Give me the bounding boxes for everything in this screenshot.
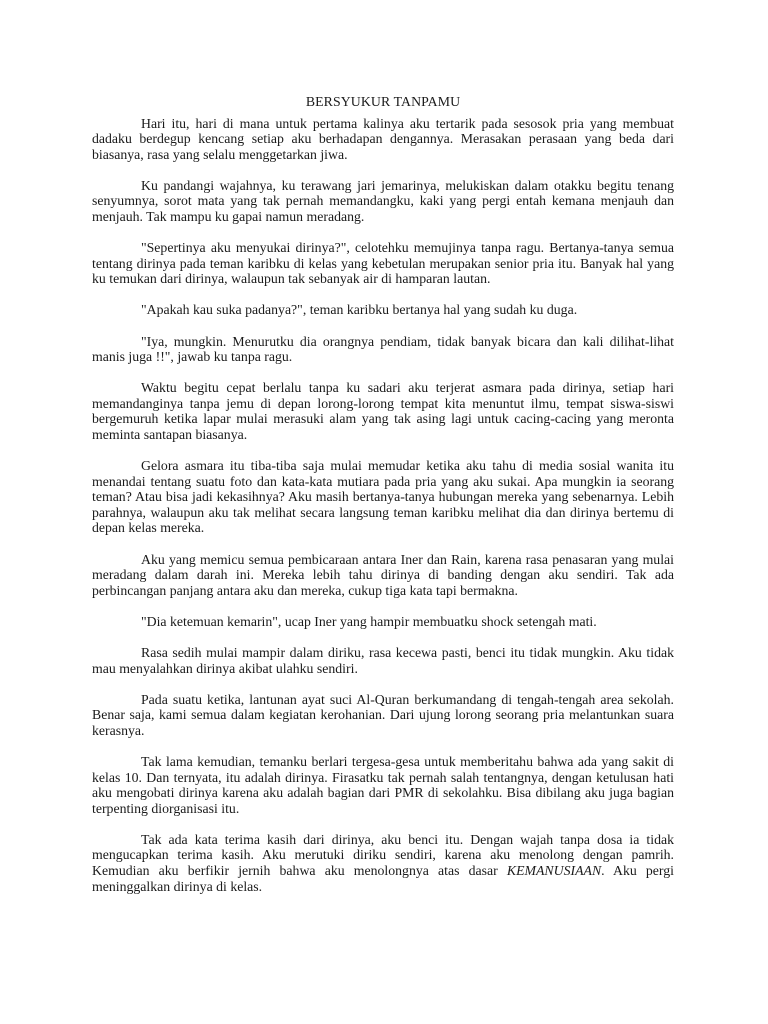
paragraph-10: Rasa sedih mulai mampir dalam diriku, rasa kecewa pasti, benci itu tidak mungkin. Aku tidak mau menyalahkan dirinya akibat ulahku sendiri. bbox=[92, 644, 674, 676]
paragraph-1: Hari itu, hari di mana untuk pertama kalinya aku tertarik pada sesosok pria yang membuat dadaku berdegup kencang setiap aku berhadapan dengannya. Merasakan perasaan yang beda dari biasanya, rasa yang selalu menggetarkan jiwa. bbox=[92, 115, 674, 162]
document-title: BERSYUKUR TANPAMU bbox=[305, 94, 461, 109]
paragraph-6: Waktu begitu cepat berlalu tanpa ku sadari aku terjerat asmara pada dirinya, setiap hari memandanginya tanpa jemu di depan lorong-lorong tempat kita menuntut ilmu, tempat siswa-siswi bergemuruh ketika lapar mulai merasuki alam yang tak asing lagi untuk cacing-cacing yang meronta meminta santapan biasanya. bbox=[92, 380, 674, 442]
paragraph-9: "Dia ketemuan kemarin", ucap Iner yang hampir membuatku shock setengah mati. bbox=[141, 613, 597, 629]
document-body bbox=[92, 94, 674, 894]
paragraph-13-text-start: Tak ada kata terima kasih dari dirinya, aku benci itu. Dengan wajah tanpa dosa ia tidak mengucapkan terima kasih. Aku merutuki diriku sendiri, karena aku menolong dengan pamrih. Kemudian aku berfikir jernih bahwa aku menolongnya atas dasar bbox=[92, 831, 674, 878]
paragraph-8: Aku yang memicu semua pembicaraan antara Iner dan Rain, karena rasa penasaran yang mulai meradang dalam darah ini. Mereka lebih tahu dirinya di banding dengan aku sendiri. Tak ada perbincangan panjang antara aku dan mereka, cukup tiga kata tapi bermakna. bbox=[92, 551, 674, 598]
paragraph-7: Gelora asmara itu tiba-tiba saja mulai memudar ketika aku tahu di media sosial wanita itu menandai tentang suatu foto dan kata-kata mutiara pada pria yang aku sukai. Apa mungkin ia seorang teman? Atau bisa jadi kekasihnya? Aku masih bertanya-tanya hubungan mereka yang sebenarnya. Lebih parahnya, walaupun aku tak melihat secara langsung teman karibku melihat dia dan dirinya bertemu di depan kelas mereka. bbox=[92, 458, 674, 536]
paragraph-2: Ku pandangi wajahnya, ku terawang jari jemarinya, melukiskan dalam otakku begitu tenang senyumnya, sorot mata yang tak pernah memandangku, kaki yang pergi entah kemana menjauh dan menjauh. Tak mampu ku gapai namun meradang. bbox=[92, 177, 674, 225]
paragraph-13-text-end: . Aku pergi meninggalkan dirinya di kelas. bbox=[92, 862, 674, 894]
paragraph-4: "Apakah kau suka padanya?", teman karibku bertanya hal yang sudah ku duga. bbox=[141, 302, 578, 318]
paragraph-13 bbox=[92, 832, 674, 894]
paragraph-5: "Iya, mungkin. Menurutku dia orangnya pendiam, tidak banyak bicara dan kali dilihat-lihat manis juga !!", jawab ku tanpa ragu. bbox=[92, 333, 674, 365]
paragraph-11: Pada suatu ketika, lantunan ayat suci Al-Quran berkumandang di tengah-tengah area sekolah. Benar saja, kami semua dalam kegiatan kerohanian. Dari ujung lorong seorang pria melantunkan suara kerasnya. bbox=[92, 691, 674, 738]
paragraph-13-emphasis: KEMANUSIAAN bbox=[506, 862, 602, 878]
paragraph-12: Tak lama kemudian, temanku berlari tergesa-gesa untuk memberitahu bahwa ada yang sakit di kelas 10. Dan ternyata, itu adalah dirinya. Firasatku tak pernah salah tentangnya, dengan ketulusan hati aku mengobati dirinya karena aku adalah bagian dari PMR di sekolahku. Bisa dibilang aku juga bagian terpenting diorganisasi itu. bbox=[92, 753, 674, 816]
paragraph-3: "Sepertinya aku menyukai dirinya?", celotehku memujinya tanpa ragu. Bertanya-tanya semua tentang dirinya pada teman karibku di kelas yang kebetulan merupakan senior pria itu. Banyak hal yang ku temukan dari dirinya, walaupun tak sebanyak air di hamparan lautan. bbox=[92, 240, 674, 287]
